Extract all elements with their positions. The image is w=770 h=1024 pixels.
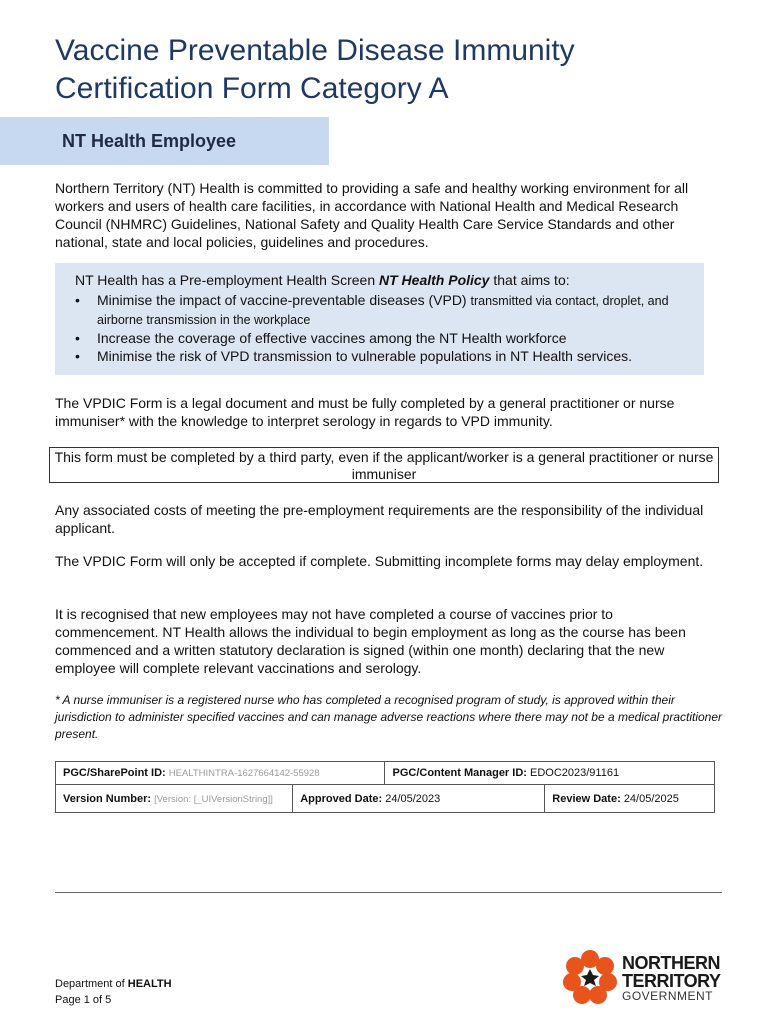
logo-line-2: TERRITORY [622, 971, 721, 991]
policy-lead-text: NT Health has a Pre-employment Health Screen [75, 272, 379, 288]
version-label: Version Number: [63, 792, 152, 805]
page-title [55, 32, 735, 108]
document-control-table [55, 761, 715, 813]
list-item: • Minimise the risk of VPD transmission to vulnerable populations in NT Health services. [55, 347, 704, 365]
section-heading: NT Health Employee [62, 131, 237, 151]
policy-aims-list [55, 291, 704, 365]
title-line-1: Vaccine Preventable Disease Immunity [55, 34, 575, 67]
version-cell [56, 785, 293, 813]
policy-link-text: NT Health Policy [379, 272, 490, 288]
approved-date-value: 24/05/2023 [385, 792, 441, 805]
page-word: Page [55, 994, 84, 1006]
approved-date-label: Approved Date: [300, 792, 383, 805]
title-line-2: Certification Form Category A [55, 72, 449, 105]
approved-date-cell [293, 785, 545, 813]
policy-box [55, 263, 704, 375]
section-heading-band [0, 117, 329, 165]
costs-paragraph: Any associated costs of meeting the pre-employment requirements are the responsibility of the individual applicant. [55, 502, 704, 536]
legal-paragraph: The VPDIC Form is a legal document and must be fully completed by a general practitioner or nurse immuniser* with the knowledge to interpret serology in regards to VPD immunity. [55, 395, 675, 429]
review-date-value: 24/05/2025 [623, 792, 679, 805]
review-date-cell [545, 785, 715, 813]
footer-divider [55, 892, 722, 893]
desert-rose-icon [560, 947, 620, 1007]
sharepoint-id-cell [56, 762, 385, 785]
logo-line-3: GOVERNMENT [622, 989, 714, 1003]
policy-lead [75, 272, 570, 288]
recognised-paragraph: It is recognised that new employees may not have completed a course of vaccines prior to commencement. NT Health allows the individual to begin employment as long as the course has been commenced and a written statutory declaration is signed (within one month) declaring that the new employee will complete relevant vaccinations and serology. [55, 606, 686, 676]
nurse-immuniser-footnote: * A nurse immuniser is a registered nurse who has completed a recognised program of study, is approved within their jurisdiction to administer specified vaccines and can manage adverse reactions where there may not be a medical practitioner present. [55, 693, 723, 741]
dept-name: HEALTH [127, 978, 172, 990]
intro-paragraph: Northern Territory (NT) Health is committed to providing a safe and healthy working environment for all workers and users of health care facilities, in accordance with National Health and Medical Research Council (NHMRC) Guidelines, National Safety and Quality Health Care Service Standards and other national, state and local policies, guidelines and procedures. [55, 180, 689, 250]
footer-department [55, 976, 172, 1008]
content-manager-id-value: EDOC2023/91161 [530, 767, 620, 779]
content-manager-id-label: PGC/Content Manager ID: [392, 767, 527, 779]
logo-line-1: NORTHERN [622, 953, 720, 973]
list-item: • Increase the coverage of effective vaccines among the NT Health workforce [55, 329, 704, 347]
version-value: [Version: [_UIVersionString]] [154, 793, 273, 805]
nt-government-logo [560, 945, 730, 1005]
page-of: of [89, 994, 106, 1006]
accepted-paragraph: The VPDIC Form will only be accepted if complete. Submitting incomplete forms may delay employment. [55, 553, 704, 569]
content-manager-id-cell [385, 762, 715, 785]
review-date-label: Review Date: [552, 792, 621, 805]
policy-lead-end: that aims to: [489, 272, 570, 288]
list-item [55, 291, 704, 329]
bullet-1-b: transmitted via contact, droplet, and airborne transmission in the workplace [97, 294, 669, 327]
sharepoint-id-value: HEALTHINTRA-1627664142-55928 [168, 768, 320, 779]
third-party-notice: This form must be completed by a third party, even if the applicant/worker is a general practitioner or nurse immuniser [49, 447, 719, 483]
sharepoint-id-label: PGC/SharePoint ID: [63, 767, 166, 779]
bullet-1-a: Minimise the impact of vaccine-preventable diseases (VPD) [97, 292, 471, 308]
dept-prefix: Department of [55, 978, 128, 990]
page-number: 1 [83, 994, 90, 1006]
page-total: 5 [105, 994, 112, 1006]
